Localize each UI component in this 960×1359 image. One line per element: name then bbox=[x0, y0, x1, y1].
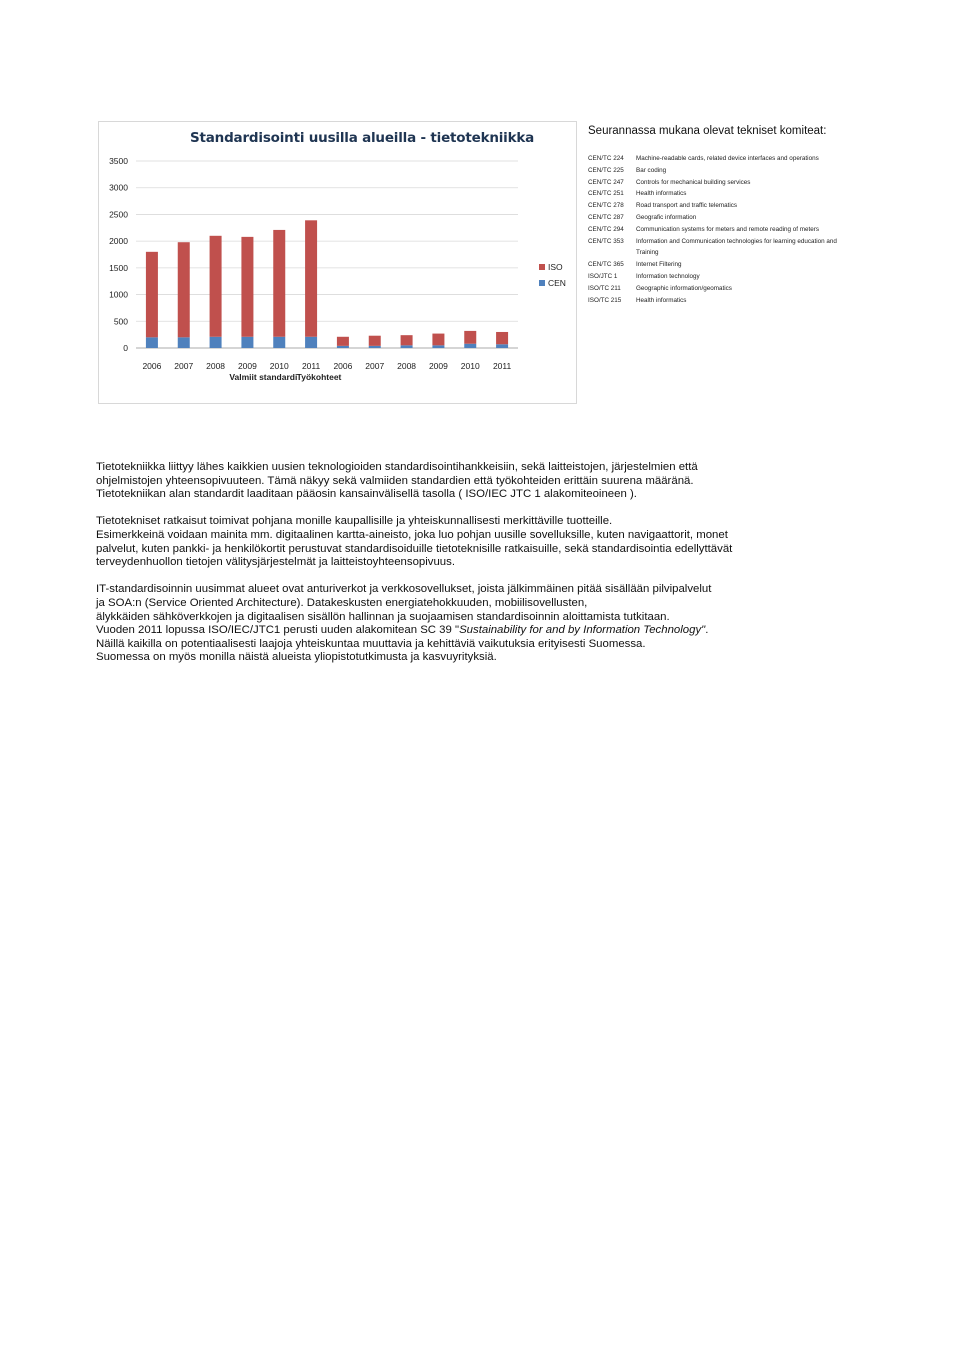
y-tick-label: 3500 bbox=[109, 156, 128, 166]
committee-code: CEN/TC 287 bbox=[588, 213, 624, 221]
text-line: Näillä kaikilla on potentiaalisesti laajoja yhteiskuntaa muuttavia ja kehittäviä vaikutuksia erityisesti Suomessa. bbox=[96, 637, 646, 650]
bar-cen bbox=[273, 337, 285, 348]
bar-cen bbox=[210, 337, 222, 348]
bar-cen bbox=[241, 337, 253, 348]
committee-code: CEN/TC 294 bbox=[588, 225, 624, 233]
committee-desc: Geografic information bbox=[636, 213, 697, 221]
bar-cen bbox=[464, 344, 476, 348]
committee-code: CEN/TC 225 bbox=[588, 166, 624, 174]
y-tick-label: 1000 bbox=[109, 289, 128, 300]
bar-iso bbox=[273, 230, 285, 337]
committee-item bbox=[588, 212, 868, 224]
committee-desc: Health informatics bbox=[636, 190, 687, 198]
committee-desc: Machine-readable cards, related device interfaces and operations bbox=[636, 155, 819, 162]
committee-code: CEN/TC 224 bbox=[588, 155, 624, 162]
legend-swatch-cen bbox=[539, 280, 545, 286]
committee-item bbox=[588, 177, 868, 189]
committee-desc: Geographic information/geomatics bbox=[636, 284, 732, 292]
committee-desc: Road transport and traffic telematics bbox=[636, 202, 738, 210]
bar-cen bbox=[496, 344, 508, 348]
committee-code: CEN/TC 278 bbox=[588, 202, 624, 210]
bar-cen bbox=[178, 337, 190, 348]
x-tick-label: 2007 bbox=[174, 361, 194, 371]
bar-iso bbox=[369, 336, 381, 346]
text-line: Tietotekniikka liittyy lähes kaikkien uusien teknologioiden standardisointihankkeisiin, sekä laitteistojen, järjestelmien että bbox=[96, 461, 698, 473]
legend-label-iso: ISO bbox=[548, 262, 563, 272]
committee-code: ISO/JTC 1 bbox=[588, 272, 618, 280]
text-line: Tietotekniikan alan standardit laaditaan pääosin kansainvälisellä tasolla ( ISO/IEC JTC 1 alakomiteoineen ). bbox=[96, 488, 637, 501]
committee-desc: Health informatics bbox=[636, 296, 687, 304]
chart-title: Standardisointi uusilla alueilla - tietotekniikka bbox=[190, 130, 535, 146]
y-tick-label: 0 bbox=[123, 343, 128, 353]
bar-cen bbox=[305, 337, 317, 348]
text-line: ja SOA:n (Service Oriented Architecture). Datakeskusten energiatehokkuuden, mobiilisovellusten, bbox=[96, 596, 588, 609]
x-tick-label: 2009 bbox=[237, 361, 257, 371]
bar-iso bbox=[496, 332, 508, 344]
bar-iso bbox=[146, 252, 158, 337]
text-segment: . bbox=[705, 624, 709, 637]
committee-desc: Controls for mechanical building services bbox=[636, 178, 751, 186]
committee-item bbox=[588, 283, 868, 295]
bar-cen bbox=[146, 337, 158, 348]
text-line: ohjelmistojen yhteensopivuuteen. Tämä näkyy sekä valmiiden standardien että työkohteiden erittäin suurena määränä. bbox=[96, 474, 694, 487]
committee-code: CEN/TC 251 bbox=[588, 190, 624, 198]
y-tick-label: 2000 bbox=[109, 236, 128, 247]
bar-cen bbox=[369, 346, 381, 348]
committee-desc: Communication systems for meters and remote reading of meters bbox=[636, 225, 820, 233]
stacked-bar-chart bbox=[98, 121, 575, 402]
text-line: IT-standardisoinnin uusimmat alueet ovat anturiverkot ja verkkosovellukset, joista jälkimmäinen pitää sisällään pilvipalvelut bbox=[96, 583, 712, 596]
bar-iso bbox=[432, 334, 444, 346]
bar-iso bbox=[401, 335, 413, 345]
committee-desc: Information technology bbox=[636, 272, 700, 280]
x-tick-label: 2011 bbox=[492, 361, 512, 371]
committee-item bbox=[588, 188, 868, 200]
x-tick-label: 2008 bbox=[206, 361, 226, 371]
committee-code: CEN/TC 353 bbox=[588, 237, 624, 245]
text-line: Esimerkkeinä voidaan mainita mm. digitaalinen kartta-aineisto, joka luo pohjan uusille sovelluksille, kuten navigaattorit, monet bbox=[96, 528, 728, 541]
x-tick-label: 2007 bbox=[365, 361, 385, 371]
body-text bbox=[96, 461, 876, 679]
y-tick-label: 1500 bbox=[109, 262, 128, 273]
committee-code: ISO/TC 215 bbox=[588, 296, 622, 304]
bar-cen bbox=[432, 345, 444, 348]
paragraph-3 bbox=[96, 583, 876, 665]
committees-title: Seurannassa mukana olevat tekniset komiteat: bbox=[588, 125, 827, 137]
bar-iso bbox=[241, 237, 253, 337]
committee-item bbox=[588, 259, 868, 271]
x-tick-label: 2011 bbox=[301, 361, 321, 371]
bar-iso bbox=[210, 236, 222, 337]
y-tick-label: 2500 bbox=[109, 209, 128, 220]
committee-code: CEN/TC 247 bbox=[588, 178, 624, 186]
committee-item bbox=[588, 224, 868, 236]
paragraph-1 bbox=[96, 461, 876, 502]
legend-swatch-iso bbox=[539, 264, 545, 270]
y-tick-label: 3000 bbox=[109, 182, 128, 193]
group-label: Työkohteet bbox=[296, 372, 342, 382]
bar-iso bbox=[178, 242, 190, 337]
committee-list bbox=[588, 153, 868, 306]
text-line: Suomessa on myös monilla näistä alueista yliopistotutkimusta ja kasvuyrityksiä. bbox=[96, 651, 497, 664]
committee-code: CEN/TC 365 bbox=[588, 261, 624, 269]
text-line: Tietotekniset ratkaisut toimivat pohjana monille kaupallisille ja yhteiskunnallisesti merkittäville tuotteille. bbox=[96, 515, 613, 528]
x-tick-label: 2010 bbox=[269, 361, 289, 371]
x-tick-label: 2009 bbox=[428, 361, 448, 371]
x-tick-label: 2008 bbox=[397, 361, 417, 371]
committee-item bbox=[588, 200, 868, 212]
group-label: Valmiit standardi bbox=[229, 372, 298, 382]
committee-item bbox=[588, 165, 868, 177]
committee-code: ISO/TC 211 bbox=[588, 284, 621, 292]
committee-desc: Information and Communication technologies for learning education and Training bbox=[636, 237, 837, 257]
bar-iso bbox=[464, 331, 476, 344]
committee-item bbox=[588, 153, 868, 165]
paragraph-2 bbox=[96, 515, 876, 569]
y-tick-label: 500 bbox=[113, 316, 128, 327]
committee-item bbox=[588, 236, 868, 260]
bar-iso bbox=[305, 220, 317, 336]
text-line: terveydenhuollon tietojen välitysjärjestelmät ja laitteistoyhteensopivuus. bbox=[96, 556, 456, 569]
committee-desc: Internet Filtering bbox=[636, 261, 682, 269]
committee-desc: Bar coding bbox=[636, 166, 667, 174]
text-line bbox=[96, 624, 876, 638]
x-tick-label: 2010 bbox=[460, 361, 480, 371]
legend-label-cen: CEN bbox=[548, 278, 566, 288]
x-tick-label: 2006 bbox=[333, 361, 353, 371]
text-line: palvelut, kuten pankki- ja henkilökortit perustuvat standardisoiduille tietoteknisille ratkaisuille, sekä standardisointia edellyttävät bbox=[96, 542, 733, 555]
bar-iso bbox=[337, 337, 349, 346]
text-line: älykkäiden sähköverkkojen ja digitaalisen sisällön hallinnan ja suojaamisen standardisoinnin aloittamista tutkitaan. bbox=[96, 610, 670, 623]
committee-item bbox=[588, 271, 868, 283]
bar-cen bbox=[401, 345, 413, 348]
text-segment: Vuoden 2011 lopussa ISO/IEC/JTC1 perusti uuden alakomitean SC 39 " bbox=[96, 624, 460, 637]
italic-title: Sustainability for and by Information Technology" bbox=[459, 624, 706, 637]
x-tick-label: 2006 bbox=[142, 361, 162, 371]
bar-cen bbox=[337, 346, 349, 348]
committee-item bbox=[588, 295, 868, 307]
